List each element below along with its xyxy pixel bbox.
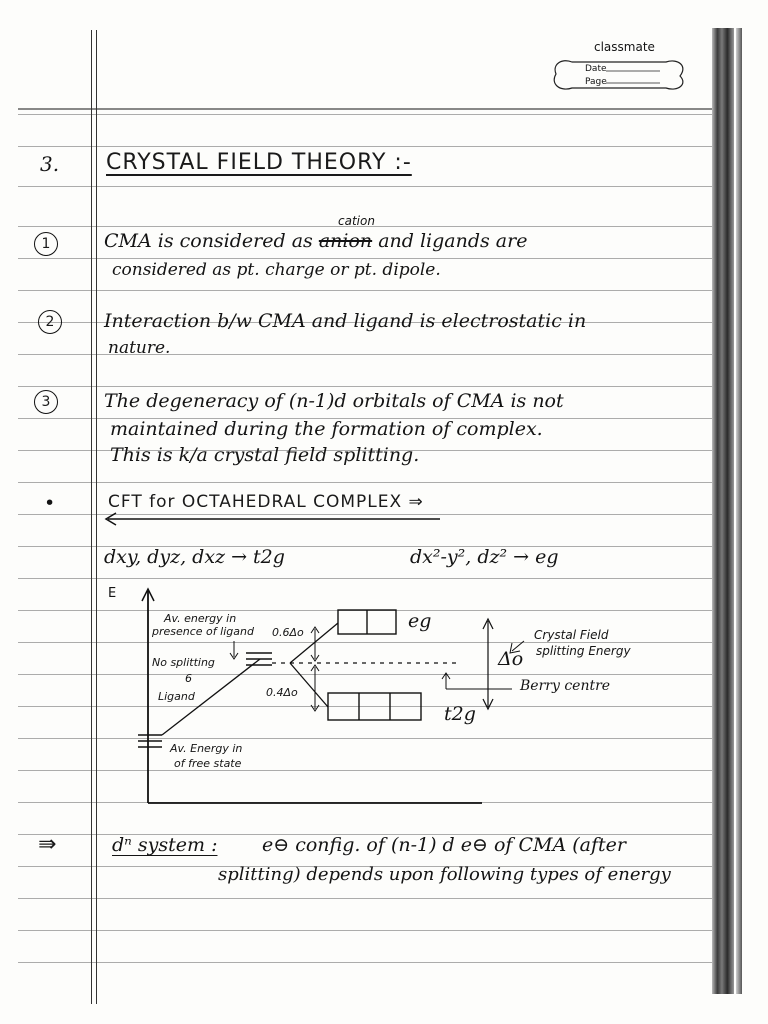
- cft-title: CFT for OCTAHEDRAL COMPLEX ⇒: [108, 492, 424, 512]
- orbitals-eg: dx²-y², dz² → eg: [410, 546, 559, 568]
- av-energy-ligand-label: presence of ligand: [152, 625, 254, 638]
- ligand-count: 6: [185, 672, 192, 685]
- brand-logo: classmate: [594, 40, 655, 54]
- rule-line: [18, 290, 718, 291]
- cfse-label: splitting Energy: [536, 644, 631, 658]
- point-3-line-1: The degeneracy of (n-1)d orbitals of CMA is not: [104, 390, 564, 412]
- bullet: •: [44, 492, 56, 514]
- rule-line: [18, 186, 718, 187]
- point-3-line-3: This is k/a crystal field splitting.: [110, 444, 420, 466]
- point-1-line-1: [104, 230, 527, 252]
- upper-split-energy: 0.6Δo: [272, 626, 304, 639]
- dn-line-1: e⊖ config. of (n-1) d e⊖ of CMA (after: [262, 834, 626, 856]
- struck-text: anion: [318, 230, 373, 252]
- av-energy-ligand-label: Av. energy in: [164, 612, 237, 625]
- rule-line: [18, 482, 718, 483]
- rule-line: [18, 898, 718, 899]
- free-state-label: of free state: [174, 757, 242, 770]
- dn-label: dⁿ system :: [112, 834, 218, 856]
- t2g-label: t2g: [444, 703, 476, 725]
- page-title: CRYSTAL FIELD THEORY :-: [106, 150, 412, 175]
- rule-line: [18, 578, 718, 579]
- header-rule: [18, 108, 718, 110]
- point-marker: 3: [34, 390, 58, 414]
- spiral-binding-edge: [736, 28, 742, 994]
- cfse-label: Crystal Field: [534, 628, 609, 642]
- free-state-label: Av. Energy in: [170, 742, 243, 755]
- rule-line: [18, 114, 718, 115]
- lower-split-energy: 0.4Δo: [266, 686, 298, 699]
- point-1-line-2: considered as pt. charge or pt. dipole.: [112, 260, 441, 280]
- ligand-label: Ligand: [158, 690, 195, 703]
- arrow-icon: ⇛: [38, 832, 57, 857]
- rule-line: [18, 386, 718, 387]
- text-segment: CMA is considered as: [104, 230, 319, 252]
- point-marker: 2: [38, 310, 62, 334]
- point-2-line-2: nature.: [108, 338, 171, 358]
- page-label: Page: [585, 77, 607, 87]
- energy-axis-label: E: [108, 586, 117, 601]
- spiral-binding: [712, 28, 734, 994]
- stamp-scroll-icon: [548, 52, 688, 98]
- rule-line: [18, 146, 718, 147]
- no-splitting-label: No splitting: [152, 656, 215, 669]
- point-3-line-2: maintained during the formation of complex.: [110, 418, 543, 440]
- delta-o-label: Δo: [498, 648, 524, 670]
- point-marker: 1: [34, 232, 58, 256]
- margin-line: [96, 30, 97, 1004]
- berry-centre-label: Berry centre: [520, 678, 611, 694]
- rule-line: [18, 258, 718, 259]
- margin-line: [91, 30, 92, 1004]
- dn-line-2: splitting) depends upon following types of energy: [218, 864, 671, 885]
- rule-line: [18, 930, 718, 931]
- date-label: Date: [585, 64, 607, 74]
- correction-text: cation: [338, 214, 375, 228]
- orbitals-t2g: dxy, dyz, dxz → t2g: [104, 546, 285, 568]
- section-number: 3.: [40, 152, 60, 176]
- rule-line: [18, 962, 718, 963]
- eg-label: eg: [408, 610, 432, 632]
- text-segment: and ligands are: [372, 230, 528, 252]
- underline-arrow-icon: [100, 512, 450, 526]
- classmate-stamp: [548, 52, 688, 98]
- point-2-line-1: Interaction b/w CMA and ligand is electrostatic in: [104, 310, 587, 332]
